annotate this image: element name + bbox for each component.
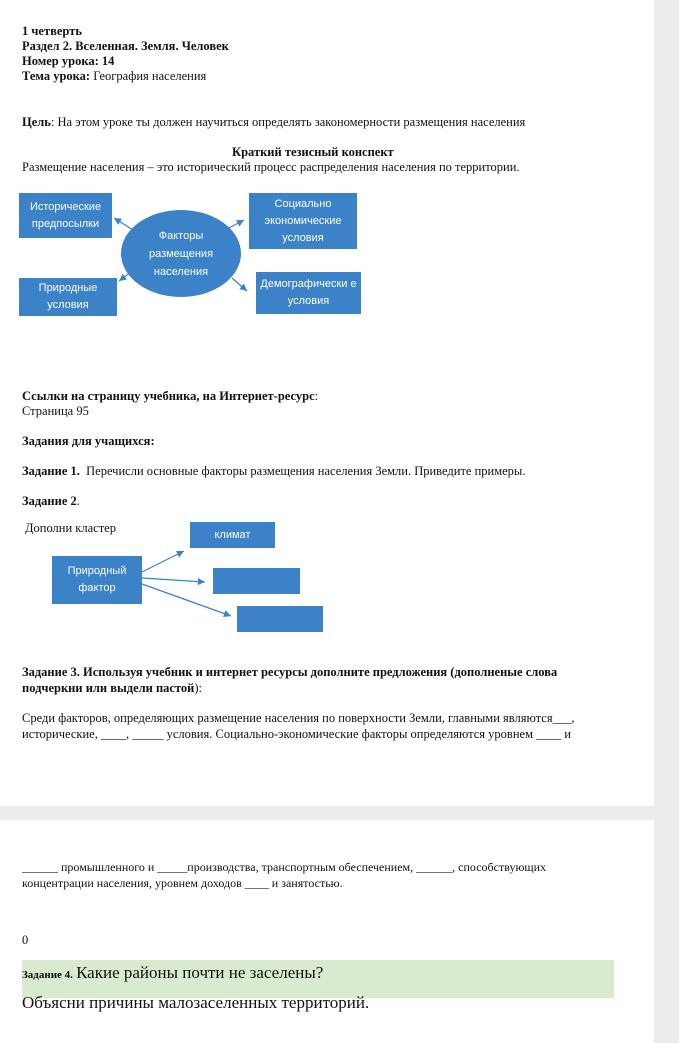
links-line (22, 389, 318, 404)
task2-line (22, 494, 80, 509)
tasks-heading: Задания для учащихся: (22, 434, 155, 448)
task3-text-line2: исторические, ____, _____ условия. Социально-экономические факторы определяются уровнем ____ и (22, 727, 571, 741)
goal-text: : На этом уроке ты должен научиться определять закономерности размещения населения (50, 115, 526, 129)
task3-text-line4: концентрации населения, уровнем доходов ____ и занятостью. (22, 876, 343, 890)
task2-instruction: Дополни кластер (25, 521, 116, 535)
task4-line (22, 963, 323, 985)
task3-heading-tail: ): (194, 681, 203, 695)
task4-label: Задание 4. (22, 969, 73, 981)
task3-heading-line2 (22, 681, 202, 696)
links-label: Ссылки на страницу учебника, на Интернет-ресурс (22, 389, 315, 403)
task3-heading-bold: подчеркни или выдели пастой (22, 681, 195, 695)
textbook-page: Страница 95 (22, 404, 89, 418)
socio-economic-box: Социально экономические условия (249, 193, 357, 249)
natural-box: Природные условия (19, 278, 117, 316)
task1-line (22, 464, 525, 479)
summary-text: Размещение населения – это исторический процесс распределения населения по территории. (22, 160, 520, 174)
arrow-to-historical (114, 218, 133, 230)
lesson-number-value: 14 (101, 54, 115, 68)
arrow-to-climate (142, 551, 184, 572)
task1-label: Задание 1. (22, 464, 80, 478)
historical-box: Исторические предпосылки (19, 193, 112, 238)
natural-factor-box: Природный фактор (52, 556, 142, 604)
zero-mark: 0 (22, 933, 29, 947)
climate-box: климат (190, 522, 275, 548)
factors-center-ellipse: Факторы размещения населения (121, 210, 241, 297)
links-colon: : (314, 389, 319, 403)
task2-label: Задание 2 (22, 494, 77, 508)
topic-value: География населения (93, 69, 207, 83)
section-title: Раздел 2. Вселенная. Земля. Человек (22, 39, 229, 53)
document-page-2 (0, 820, 654, 1043)
demographic-box: Демографически е условия (256, 272, 361, 314)
task3-text-line1: Среди факторов, определяющих размещение населения по поверхности Земли, главными являются___, (22, 711, 575, 725)
task1-text: Перечисли основные факторы размещения населения Земли. Приведите примеры. (86, 464, 526, 478)
task2-dot: . (76, 494, 80, 508)
task4-question2: Объясни причины малозаселенных территорий. (22, 993, 370, 1012)
empty-cluster-box-2[interactable] (237, 606, 323, 632)
arrow-to-box2 (142, 578, 205, 582)
goal-label: Цель (22, 115, 51, 129)
task4-question: Какие районы почти не заселены? (76, 963, 324, 982)
quarter-label: 1 четверть (22, 24, 82, 38)
lesson-number-label: Номер урока: (22, 54, 99, 68)
summary-title: Краткий тезисный конспект (232, 145, 394, 159)
arrow-to-socio-economic (229, 220, 244, 228)
arrow-to-demographic (232, 278, 247, 291)
task3-text-line3: ______ промышленного и _____производства, транспортным обеспечением, ______, способствующих (22, 860, 547, 874)
empty-cluster-box-1[interactable] (213, 568, 300, 594)
topic-label: Тема урока: (22, 69, 91, 83)
task3-heading-line1: Задание 3. Используя учебник и интернет ресурсы дополните предложения (дополненые слова (22, 665, 558, 679)
